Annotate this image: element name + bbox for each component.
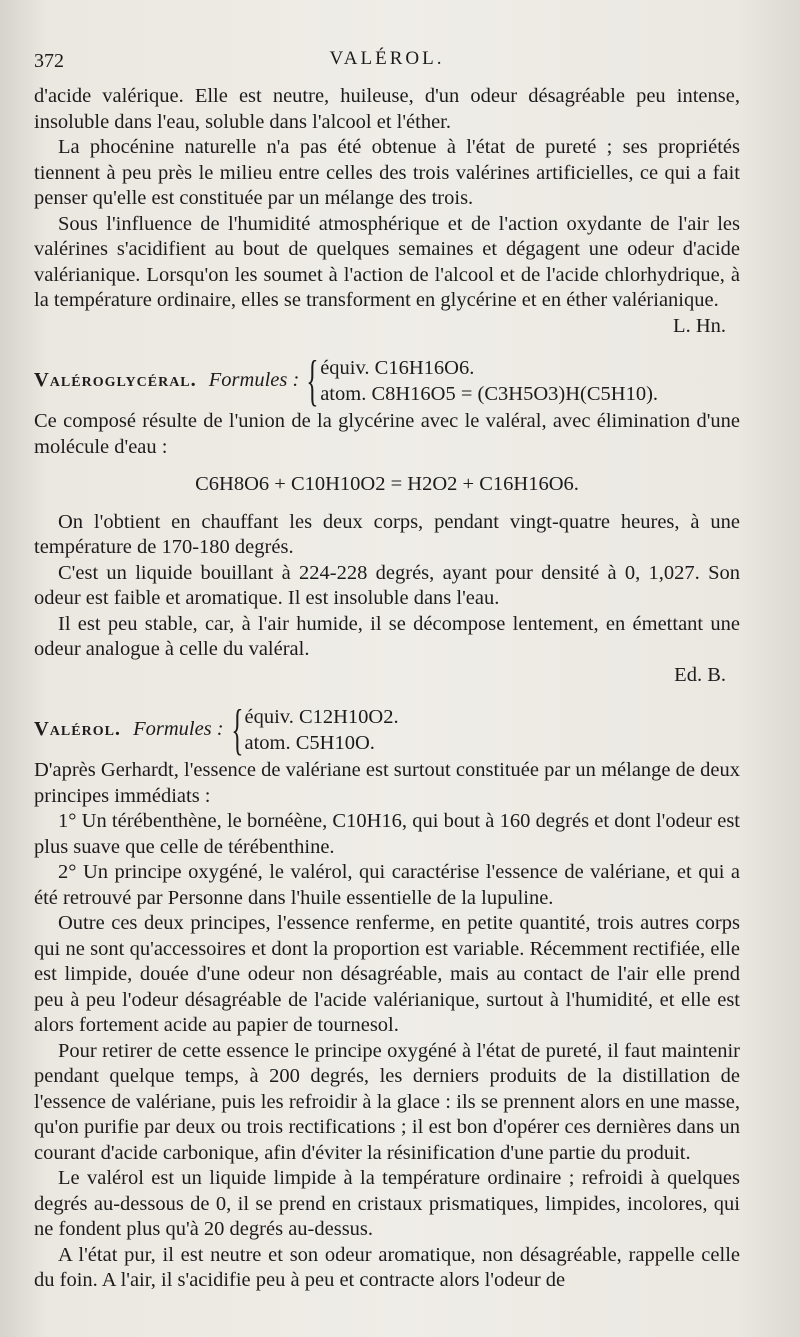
running-title: VALÉROL. — [329, 48, 445, 69]
paragraph-1: d'acide valérique. Elle est neutre, huileuse, d'un odeur désagréable peu intense, insoluble dans l'eau, soluble dans l'alcool et l'éther. — [34, 85, 740, 133]
valeroglyceral-formula-block — [34, 350, 740, 412]
paragraph-9: Le valérol est un liquide limpide à la température ordinaire ; refroidi à quelques degrés au-dessous de 0, il se prend en cristaux prismatiques, limpides, incolores, qui ne fondent plus qu'à 20 degrés au-dessus. — [34, 1167, 740, 1240]
atom-label: atom. — [320, 383, 367, 405]
list-item-2: 2° Un principe oxygéné, le valérol, qui caractérise l'essence de valériane, et qui a été retrouvé par Personne dans l'huile essentielle de la lupuline. — [34, 861, 740, 909]
formula-lines-2 — [244, 704, 398, 756]
atom-label-2: atom. — [244, 732, 291, 754]
equiv-formula: C16H16O6. — [374, 357, 475, 379]
paragraph-7: Outre ces deux principes, l'essence renferme, en petite quantité, trois autres corps qui ne sont qu'accessoires et dont la proportion est variable. Récemment rectifiée, elle est limpide, douée d'une odeur non désagréable, mais au contact de l'air elle prend peu à peu l'odeur désagréable de l'acide valérianique, surtout à l'humidité, et elle est alors fortement acide au papier de tournesol. — [34, 912, 740, 1036]
paragraph-8: Pour retirer de cette essence le principe oxygéné à l'état de pureté, il faut maintenir pendant quelque temps, à 200 degrés, les derniers produits de la distillation de l'essence de valériane, puis les refroidir à la glace : ils se prennent alors en une masse, qu'on purifie par deux ou trois rectifications ; il est bon d'opérer ces dernières dans un courant d'acide carbonique, afin d'éviter la résinification d'une partie du produit. — [34, 1039, 740, 1164]
paragraph-5: C'est un liquide bouillant à 224-228 degrés, ayant pour densité à 0, 1,027. Son odeur est faible et aromatique. Il est insoluble dans l'eau. — [34, 561, 740, 609]
paragraph-2: La phocénine naturelle n'a pas été obtenue à l'état de pureté ; ses propriétés tiennent à peu près le milieu entre celles des trois valérines artificielles, ce qui a fait penser qu'elle est constituée par un mélange des trois. — [34, 136, 740, 209]
formula-lines — [320, 355, 658, 407]
list-item-1: 1° Un térébenthène, le bornéène, C10H16, qui bout à 160 degrés et dont l'odeur est plus suave que celle de térébenthine. — [34, 810, 740, 858]
paragraph-10: A l'état pur, il est neutre et son odeur aromatique, non désagréable, rappelle celle du foin. A l'air, il s'acidifie peu à peu et contracte alors l'odeur de — [34, 1243, 740, 1291]
paragraph-3: Sous l'influence de l'humidité atmosphérique et de l'action oxydante de l'air les valérines s'acidifient au bout de quelques semaines et dégagent une odeur d'acide valérianique. Lorsqu'on les soumet à l'action de l'alcool et de l'acide chlorhydrique, à la température ordinaire, elles se transforment en glycérine et en éther valérianique. — [34, 212, 740, 311]
equiv-formula-2: C12H10O2. — [298, 706, 399, 728]
paragraph-4: On l'obtient en chauffant les deux corps, pendant vingt-quatre heures, à une température de 170-180 degrés. — [34, 510, 740, 558]
entry-title-valeroglyceral: Valéroglycéral. — [34, 369, 197, 392]
signature-line-1 — [34, 314, 740, 340]
author-signature-1: L. Hn. — [673, 314, 726, 337]
paragraph-6: Il est peu stable, car, à l'air humide, il se décompose lentement, en émettant une odeur analogue à celle du valéral. — [34, 612, 740, 660]
brace-icon: { — [306, 350, 319, 412]
page-number: 372 — [34, 50, 64, 72]
atom-formula: C8H16O5 = (C3H5O3)H(C5H10). — [371, 383, 659, 405]
atom-formula-2: C5H10O. — [295, 732, 375, 754]
reaction-equation: C6H8O6 + C10H10O2 = H2O2 + C16H16O6. — [195, 473, 579, 495]
brace-icon-2: { — [230, 699, 244, 761]
body-text — [34, 84, 740, 1294]
signature-line-2 — [34, 663, 740, 689]
formules-label-2: Formules : — [133, 718, 224, 741]
equiv-label: équiv. — [320, 357, 370, 379]
author-signature-2: Ed. B. — [674, 663, 726, 686]
valeroglyceral-description: Ce composé résulte de l'union de la glycérine avec le valéral, avec élimination d'une molécule d'eau : — [34, 410, 740, 458]
formules-label: Formules : — [208, 369, 300, 392]
equiv-label-2: équiv. — [244, 706, 294, 728]
page-header — [34, 44, 740, 84]
valerol-intro: D'après Gerhardt, l'essence de valériane est surtout constituée par un mélange de deux principes immédiats : — [34, 759, 740, 807]
valerol-formula-block — [34, 699, 740, 761]
entry-title-valerol: Valérol. — [34, 718, 122, 741]
